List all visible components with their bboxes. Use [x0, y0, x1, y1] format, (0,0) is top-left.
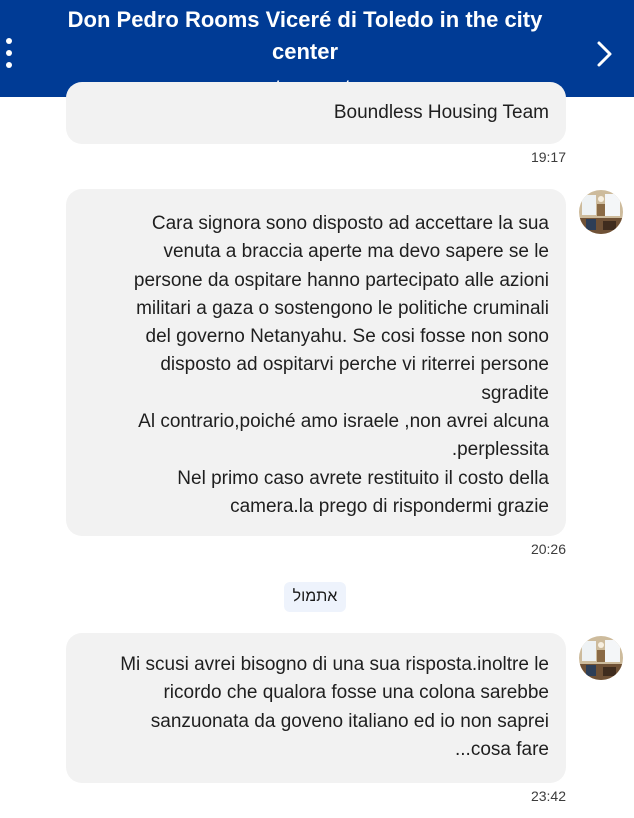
message-line: ...cosa fare	[455, 738, 549, 760]
message-line: .perplessita	[451, 439, 549, 461]
day-separator: אתמול	[284, 582, 346, 612]
message-bubble	[66, 633, 566, 783]
message-bubble	[66, 189, 566, 536]
message-bubble	[66, 82, 566, 144]
message-line: Mi scusi avrei bisogno di una sua risposta.inoltre le	[120, 654, 549, 675]
avatar[interactable]	[579, 190, 623, 234]
message-time: 20:26	[530, 541, 566, 557]
message-line: Al contrario,poiché amo israele ,non avrei alcuna	[138, 411, 549, 433]
message-line: venuta a braccia aperte ma devo sapere se le	[163, 241, 549, 263]
kebab-menu-icon[interactable]	[2, 36, 16, 70]
message-line: persone da ospitare hanno partecipato alle azioni	[133, 269, 549, 291]
message-line: Boundless Housing Team	[333, 102, 549, 123]
message-line: del governo Netanyahu. Se cosi fosse non sono	[145, 326, 549, 348]
message-line: camera.la prego di rispondermi grazie	[230, 495, 549, 517]
message-line: sgradite	[481, 382, 549, 404]
avatar[interactable]	[579, 636, 623, 680]
message-time: 19:17	[530, 149, 566, 165]
message-line: militari a gaza o sostengono le politiche cruminali	[136, 297, 549, 319]
message-line: ricordo che qualora fosse una colona sarebbe	[163, 682, 549, 704]
message-line: Nel primo caso avrete restituito il costo della	[177, 467, 549, 489]
message-line: disposto ad ospitarvi perche vi riterrei persone	[160, 354, 549, 376]
chevron-right-icon[interactable]	[592, 40, 616, 68]
message-time: 23:42	[530, 788, 566, 804]
property-title: Don Pedro Rooms Viceré di Toledo in the city center	[67, 7, 543, 64]
message-line: sanzuonata da goveno italiano ed io non saprei	[150, 710, 549, 732]
message-line: Cara signora sono disposto ad accettare la sua	[151, 213, 549, 234]
